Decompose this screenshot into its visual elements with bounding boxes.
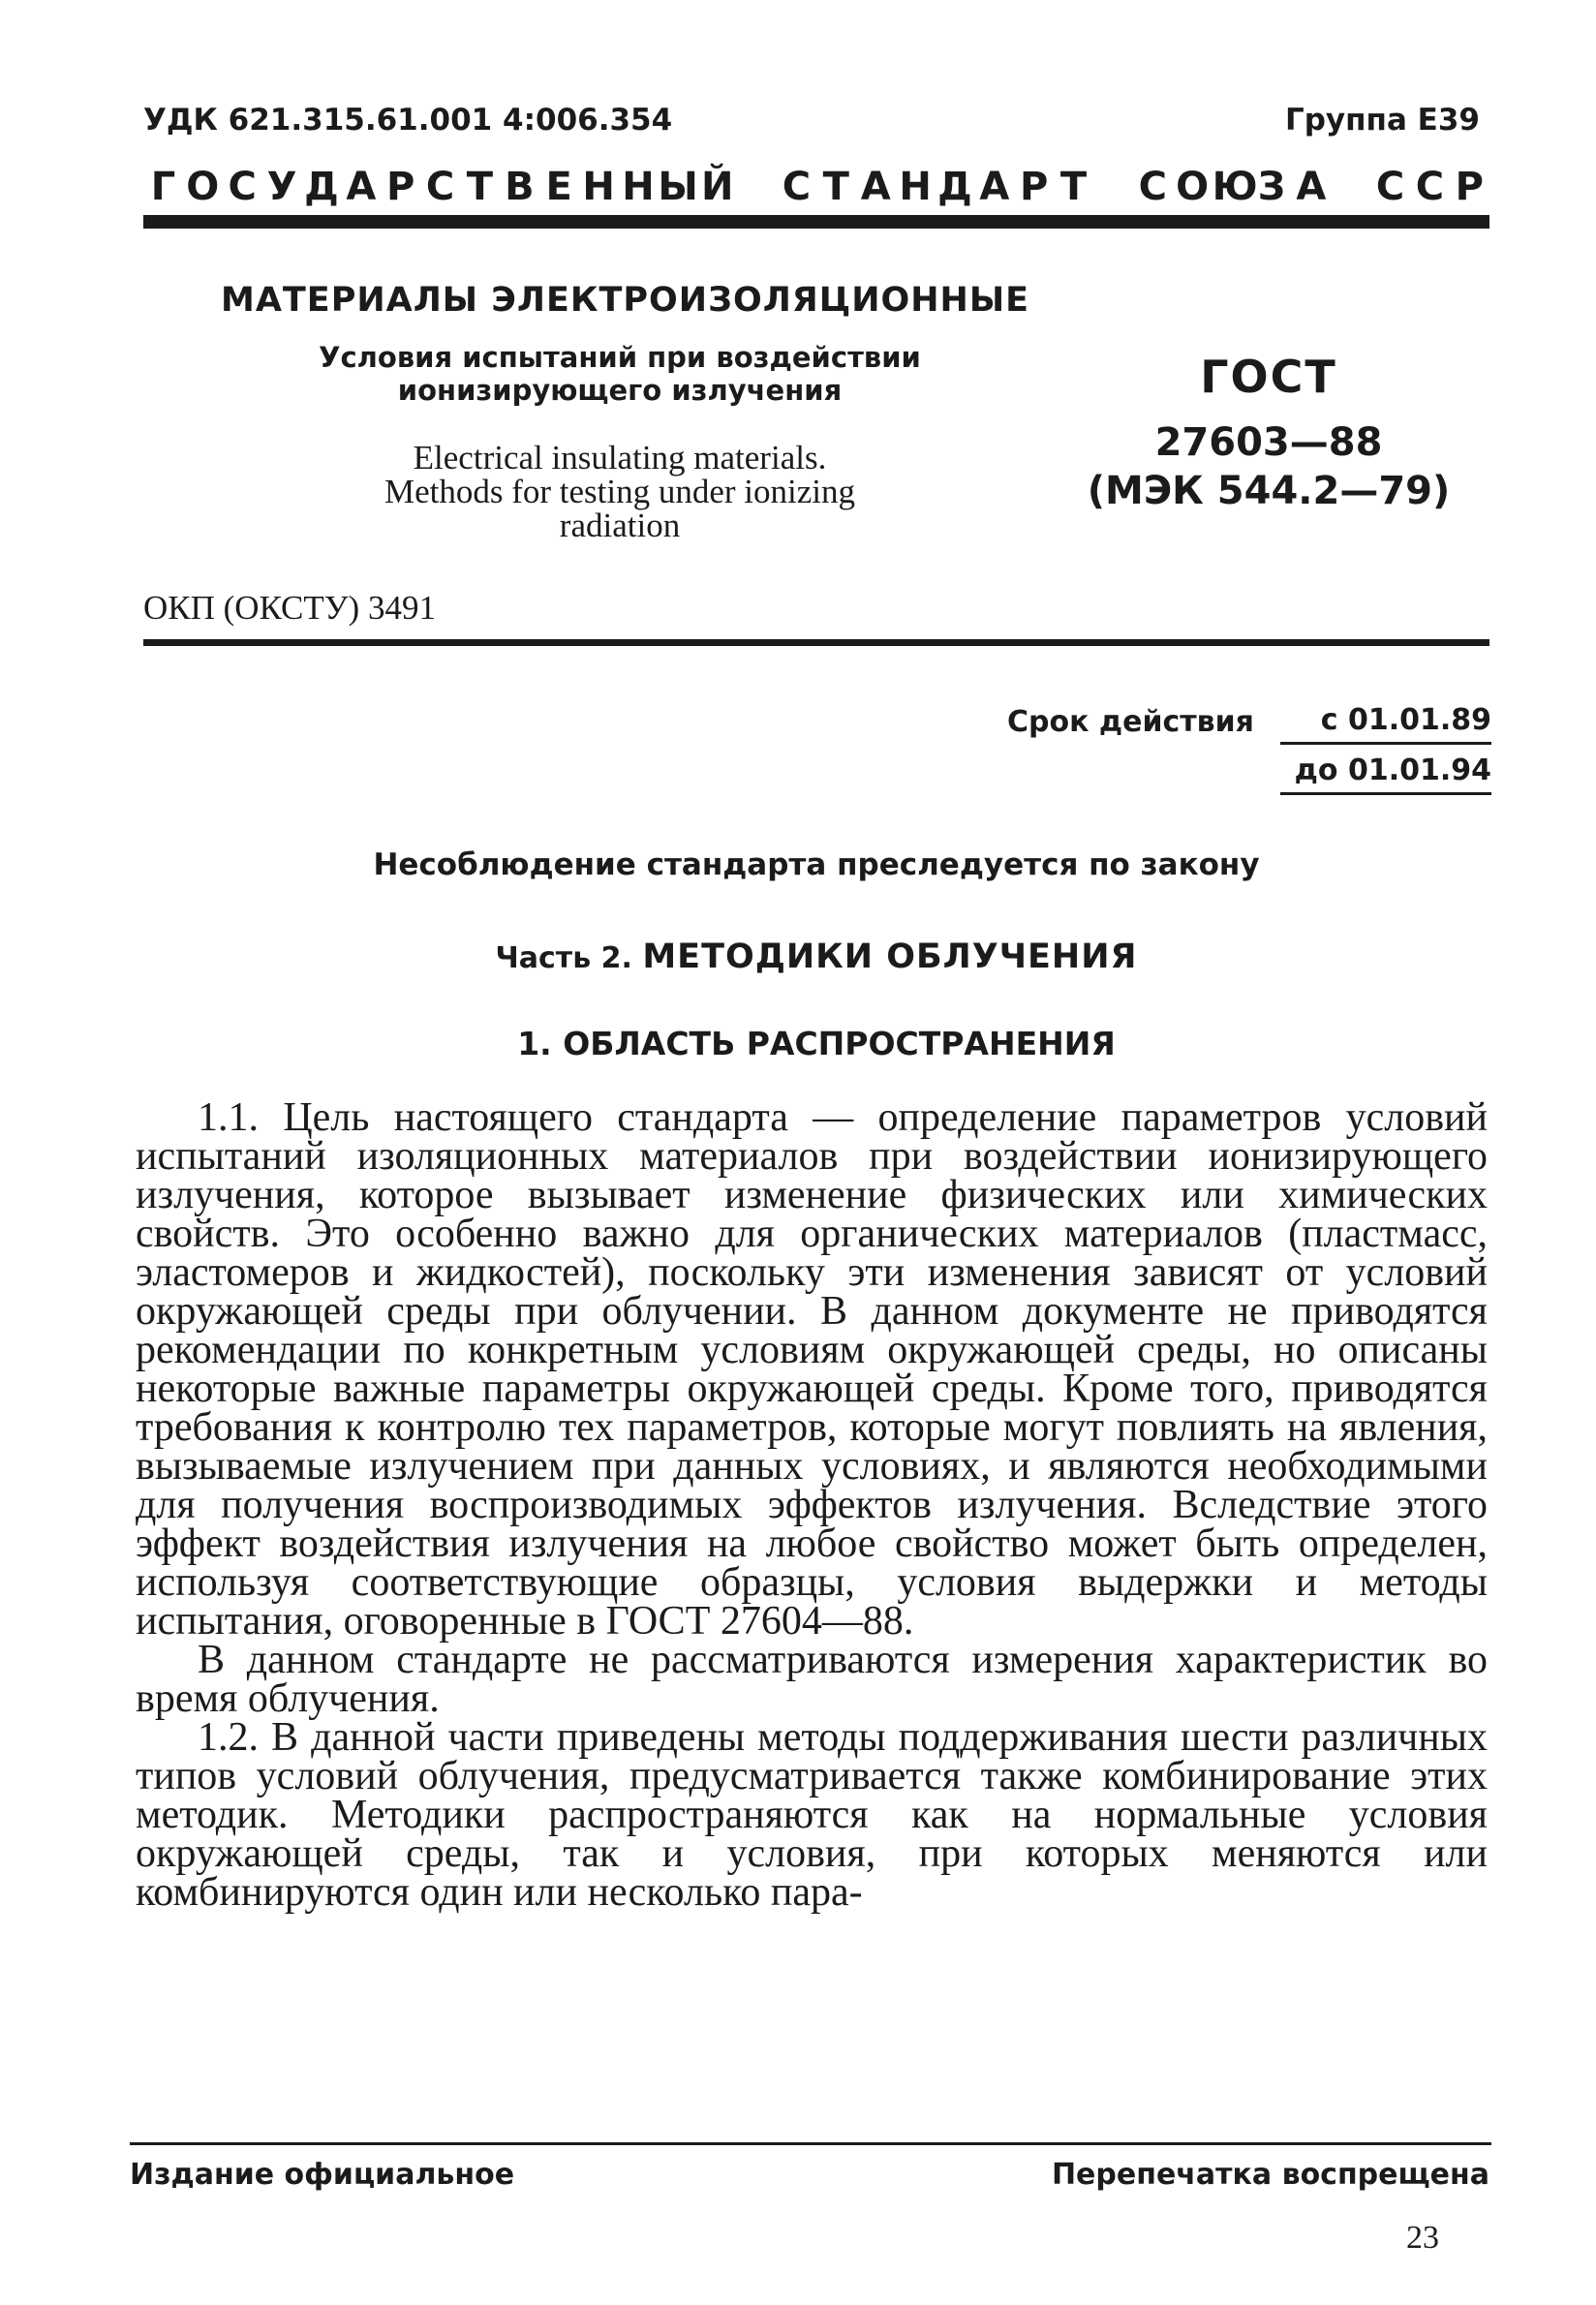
banner-letter: Н [582,165,615,209]
banner-letter: А [346,165,377,209]
banner-letter: С [228,165,257,209]
banner-letter [737,165,777,209]
law-notice: Несоблюдение стандарта преследуется по закону [373,847,1260,882]
banner-letter: У [266,165,297,209]
banner-letter: Й [700,165,734,209]
banner-letter: О [186,165,220,209]
banner-letter: Ю [1212,165,1258,209]
banner-letter: Р [1455,165,1484,209]
paragraph: 1.1. Цель настоящего стандарта — определение параметров условий испытаний изоляционных материалов при воздействии ионизирующего излучения, которое вызывает изменение физических или химических свойств. Это особенно важно для органических материалов (пластмасс, эластомеров и жидкостей), поскольку эти изменения зависят от условий окружающей среды при облучении. В данном документе не приводятся рекомендации по конкретным условиям окружающей среды, но описаны некоторые важные параметры окружающей среды. Кроме того, приводятся требования к контролю тех параметров, которые могут повлиять на явления, вызываемые излучением при данных условиях, и являются необходимыми для получения воспроизводимых эффектов излучения. Вследствие этого эффект воздействия излучения на любое свойство может быть определен, используя соответствующие образцы, условия выдержки и методы испытания, оговоренные в ГОСТ 27604—88. [136,1095,1488,1644]
banner-letter: Н [622,165,655,209]
title-en-line: Electrical insulating materials. [413,439,827,476]
validity-label: Срок действия [1007,705,1254,739]
validity-from: с 01.01.89 [1320,703,1491,737]
title-en-line: radiation [559,507,681,544]
banner-letter: З [1257,165,1286,209]
banner-letter: В [505,165,535,209]
group-code: Группа Е39 [1284,103,1480,138]
banner-letter: С [425,165,455,209]
banner-letter: Р [386,165,415,209]
subtitle-ru-line: ионизирующего излучения [397,374,843,407]
subtitle-ru-line: Условия испытаний при воздействии [319,341,921,374]
banner-letter [1331,165,1370,209]
banner-letter: Т [466,165,494,209]
paragraph: В данном стандарте не рассматриваются измерения характеристик во время облучения. [136,1638,1488,1721]
banner-letter: С [782,165,812,209]
banner-letter [1093,165,1133,209]
gost-label: ГОСТ [1200,351,1337,403]
banner-letter: С [1375,165,1405,209]
banner-letter: С [1138,165,1167,209]
banner-letter: Т [1059,165,1088,209]
subtitle-ru [300,341,939,407]
banner-letter: С [1415,165,1445,209]
banner-letter: Н [899,165,932,209]
paragraph: 1.2. В данной части приведены методы поддерживания шести различных типов условий облучения, предусматривается также комбинирование этих методик. Методики распространяются как на нормальные условия окружающей среды, так и условия, при которых меняются или комбинируются один или несколько пара- [136,1715,1488,1915]
banner-letter: Р [1020,165,1049,209]
title-en-line: Methods for testing under ionizing [384,473,856,510]
reprint-note: Перепечатка воспрещена [1051,2158,1489,2192]
gost-number-block [1075,418,1462,515]
banner-letter: Д [937,165,972,209]
banner-letter: Т [822,165,849,209]
iec-number: (МЭК 544.2—79) [1087,469,1451,513]
banner-letter: О [1176,165,1210,209]
edition-note: Издание официальное [130,2158,515,2192]
page-number: 23 [1406,2220,1439,2256]
banner-letter: Е [545,165,572,209]
body-text [136,1095,1488,1915]
banner-letter: А [979,165,1010,209]
state-standard-banner [143,165,1489,209]
banner-letter: А [1296,165,1327,209]
gost-number: 27603—88 [1154,420,1383,465]
document-title: МАТЕРИАЛЫ ЭЛЕКТРОИЗОЛЯЦИОННЫЕ [221,281,1030,320]
part-title: МЕТОДИКИ ОБЛУЧЕНИЯ [642,937,1138,976]
part-prefix: Часть 2. [495,941,632,975]
middle-rule [143,639,1489,646]
banner-letter: А [860,165,891,209]
title-en [300,441,939,542]
part-heading [143,937,1489,976]
udk-code: УДК 621.315.61.001 4:006.354 [143,103,673,138]
footer-rule [130,2142,1491,2145]
banner-letter: Ы [658,165,698,209]
section-heading: 1. ОБЛАСТЬ РАСПРОСТРАНЕНИЯ [517,1025,1116,1062]
validity-to: до 01.01.94 [1294,753,1491,787]
top-rule [143,215,1489,229]
validity-rule [1280,742,1491,745]
banner-letter: Г [150,165,176,209]
validity-rule [1280,792,1491,795]
banner-letter: Д [304,165,339,209]
okp-code: ОКП (ОКСТУ) 3491 [143,589,436,627]
